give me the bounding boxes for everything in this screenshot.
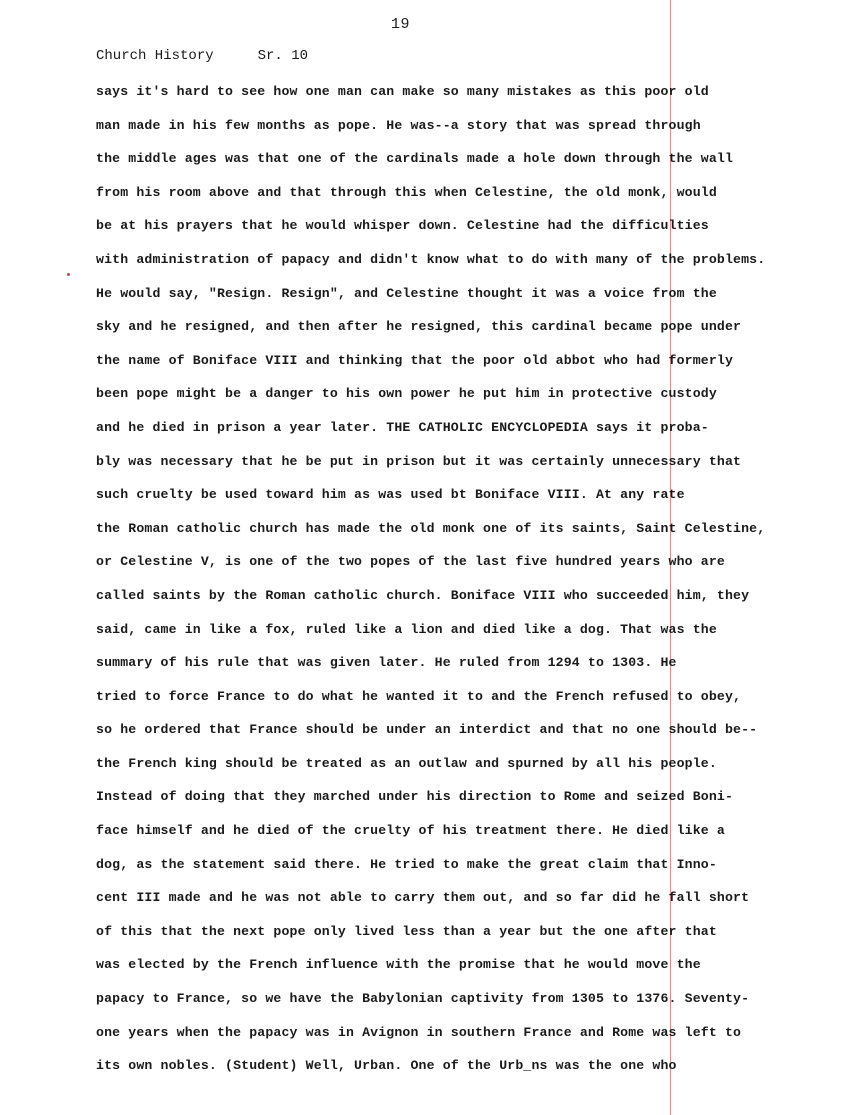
text-line: dog, as the statement said there. He tried to make the great claim that Inno- (96, 856, 717, 872)
text-line: says it's hard to see how one man can make so many mistakes as this poor old (96, 84, 709, 99)
text-line: Instead of doing that they marched under his direction to Rome and seized Boni- (96, 789, 734, 805)
text-line: so he ordered that France should be under an interdict and that no one should be-- (96, 722, 758, 738)
course-title: Church History (96, 48, 214, 64)
text-line: called saints by the Roman catholic church. Boniface VIII who succeeded him, they (96, 587, 750, 603)
text-line: with administration of papacy and didn't know what to do with many of the problems. (96, 251, 766, 267)
section-label: Sr. 10 (257, 48, 309, 64)
ink-speck (67, 273, 70, 276)
text-line: face himself and he died of the cruelty of his treatment there. He died like a (96, 823, 725, 839)
text-line: He would say, "Resign. Resign", and Celestine thought it was a voice from the (96, 285, 717, 301)
text-line: such cruelty be used toward him as was used bt Boniface VIII. At any rate (96, 487, 685, 503)
text-line: the middle ages was that one of the cardinals made a hole down through the wall (96, 151, 734, 167)
text-line: was elected by the French influence with the promise that he would move the (96, 957, 701, 973)
transcript-body (96, 81, 806, 1089)
text-line: or Celestine V, is one of the two popes of the last five hundred years who are (96, 554, 725, 570)
text-line: its own nobles. (Student) Well, Urban. One of the Urb_ns was the one who (96, 1058, 677, 1074)
text-line: papacy to France, so we have the Babylonian captivity from 1305 to 1376. Seventy- (96, 991, 750, 1007)
page-number: 19 (391, 16, 411, 33)
text-line: said, came in like a fox, ruled like a lion and died like a dog. That was the (96, 621, 717, 637)
text-line: cent III made and he was not able to carry them out, and so far did he fall short (96, 890, 750, 906)
text-line: the name of Boniface VIII and thinking that the poor old abbot who had formerly (96, 352, 734, 368)
text-line: bly was necessary that he be put in prison but it was certainly unnecessary that (96, 453, 742, 469)
text-line: man made in his few months as pope. He was--a story that was spread through (96, 117, 701, 133)
text-line: tried to force France to do what he wanted it to and the French refused to obey, (96, 688, 742, 704)
text-line: from his room above and that through this when Celestine, the old monk, would (96, 184, 717, 200)
page-header (96, 48, 308, 64)
text-line: the French king should be treated as an outlaw and spurned by all his people. (96, 755, 717, 771)
text-line: sky and he resigned, and then after he resigned, this cardinal became pope under (96, 319, 742, 335)
text-line: and he died in prison a year later. THE CATHOLIC ENCYCLOPEDIA says it proba- (96, 419, 709, 435)
text-line: summary of his rule that was given later. He ruled from 1294 to 1303. He (96, 655, 677, 671)
text-line: been pope might be a danger to his own power he put him in protective custody (96, 386, 717, 402)
text-line: the Roman catholic church has made the old monk one of its saints, Saint Celestine, (96, 520, 766, 536)
text-line: of this that the next pope only lived less than a year but the one after that (96, 923, 717, 939)
text-line: be at his prayers that he would whisper down. Celestine had the difficulties (96, 218, 709, 234)
text-line: one years when the papacy was in Avignon in southern France and Rome was left to (96, 1024, 742, 1040)
